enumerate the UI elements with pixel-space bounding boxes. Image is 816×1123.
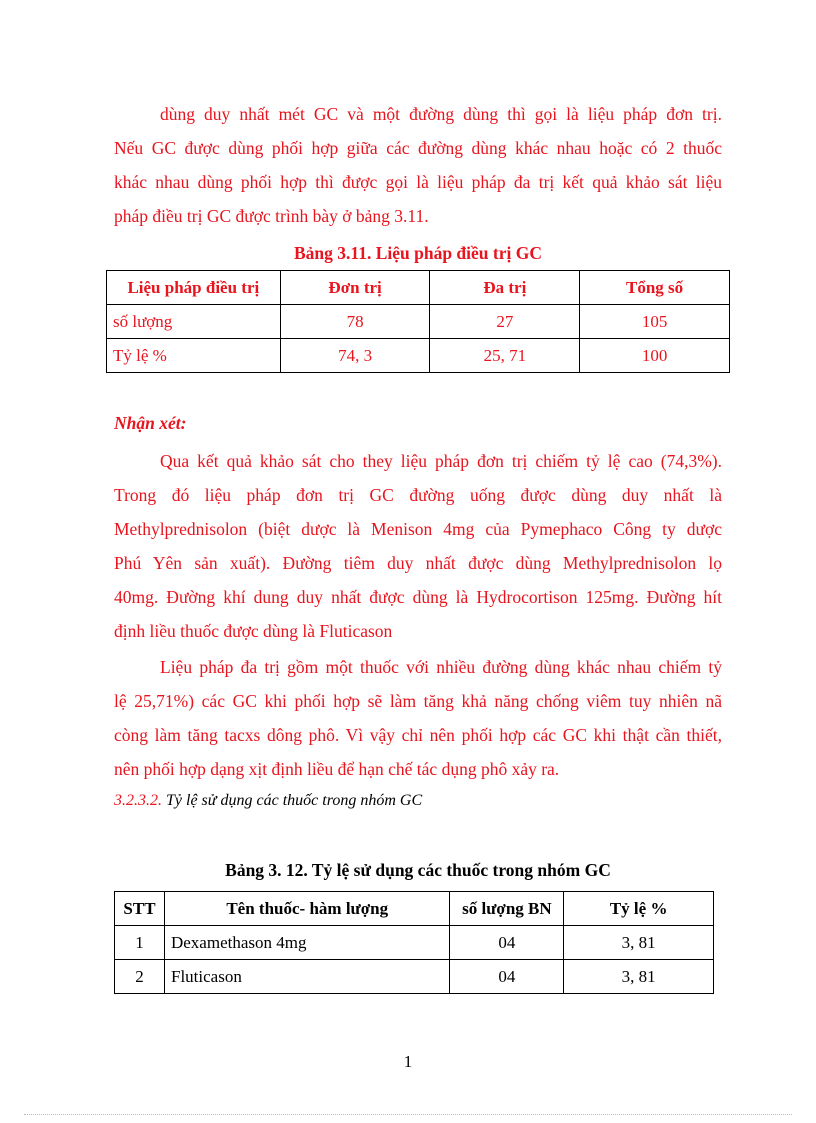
table-cell: 100 — [580, 339, 730, 373]
table-cell: 04 — [450, 926, 564, 960]
table-cell: 1 — [115, 926, 165, 960]
table-row — [115, 926, 714, 960]
remark-line: lệ 25,71%) các GC khi phối hợp sẽ làm tăng khả năng chống viêm tuy nhiên nã — [114, 691, 722, 711]
page-footer-divider — [24, 1114, 792, 1115]
table-row — [107, 339, 730, 373]
table-cell: Dexamethason 4mg — [164, 926, 450, 960]
remark-line: 40mg. Đường khí dung duy nhất được dùng là Hydrocortison 125mg. Đường hít — [114, 587, 722, 607]
remark-line: Phú Yên sản xuất). Đường tiêm duy nhất được dùng Methylprednisolon lọ — [114, 553, 722, 573]
table-cell: 3, 81 — [564, 960, 714, 994]
table2-caption: Bảng 3. 12. Tỷ lệ sử dụng các thuốc trong nhóm GC — [225, 860, 611, 880]
table-3-11 — [106, 270, 730, 373]
table-header-row — [107, 271, 730, 305]
table-row — [115, 960, 714, 994]
table-cell: 25, 71 — [430, 339, 580, 373]
table-header-cell: Đơn trị — [280, 271, 430, 305]
remark-heading: Nhận xét: — [114, 413, 187, 433]
table-cell: 78 — [280, 305, 430, 339]
page-number: 1 — [403, 1052, 413, 1071]
table-cell: 2 — [115, 960, 165, 994]
table-3-12 — [114, 891, 714, 994]
table-cell: 27 — [430, 305, 580, 339]
table-header-cell: Tổng số — [580, 271, 730, 305]
table-cell: 04 — [450, 960, 564, 994]
subsection-heading — [114, 792, 422, 810]
intro-paragraph — [114, 97, 722, 233]
table-cell: Tỷ lệ % — [107, 339, 281, 373]
table-cell: 74, 3 — [280, 339, 430, 373]
intro-line: khác nhau dùng phối hợp thì được gọi là liệu pháp đa trị kết quả khảo sát liệu — [114, 172, 722, 192]
table-header-cell: Đa trị — [430, 271, 580, 305]
table-header-cell: Tên thuốc- hàm lượng — [164, 892, 450, 926]
remark-paragraph-2 — [114, 650, 722, 786]
subsection-title: Tỷ lệ sử dụng các thuốc trong nhóm GC — [162, 792, 423, 809]
table-cell: 105 — [580, 305, 730, 339]
remark-line: Liệu pháp đa trị gồm một thuốc với nhiều đường dùng khác nhau chiếm tỷ — [160, 657, 722, 677]
intro-line: Nếu GC được dùng phối hợp giữa các đường dùng khác nhau hoặc có 2 thuốc — [114, 138, 722, 158]
table-cell: số lượng — [107, 305, 281, 339]
remark-paragraph-1 — [114, 444, 722, 648]
table-cell: Fluticason — [164, 960, 450, 994]
table-header-cell: số lượng BN — [450, 892, 564, 926]
intro-line: dùng duy nhất mét GC và một đường dùng thì gọi là liệu pháp đơn trị. — [160, 104, 722, 124]
remark-line: định liều thuốc được dùng là Fluticason — [114, 621, 393, 641]
remark-line: Trong đó liệu pháp đơn trị GC đường uống được dùng duy nhất là — [114, 485, 722, 505]
table-cell: 3, 81 — [564, 926, 714, 960]
intro-line: pháp điều trị GC được trình bày ở bảng 3.11. — [114, 206, 429, 226]
subsection-number: 3.2.3.2. — [114, 792, 162, 809]
table-header-cell: STT — [115, 892, 165, 926]
table-header-row — [115, 892, 714, 926]
remark-line: nên phối hợp dạng xịt định liều để hạn chế tác dụng phô xảy ra. — [114, 759, 560, 779]
remark-line: Methylprednisolon (biệt dược là Menison 4mg của Pymephaco Công ty dược — [114, 519, 722, 539]
table1-caption: Bảng 3.11. Liệu pháp điều trị GC — [294, 243, 542, 263]
table-header-cell: Liệu pháp điều trị — [107, 271, 281, 305]
remark-line: Qua kết quả khảo sát cho they liệu pháp đơn trị chiếm tỷ lệ cao (74,3%). — [160, 451, 722, 471]
table-header-cell: Tỷ lệ % — [564, 892, 714, 926]
table-row — [107, 305, 730, 339]
remark-line: còng làm tăng tacxs dông phô. Vì vậy chỉ nên phối hợp các GC khi thật cần thiết, — [114, 725, 722, 745]
